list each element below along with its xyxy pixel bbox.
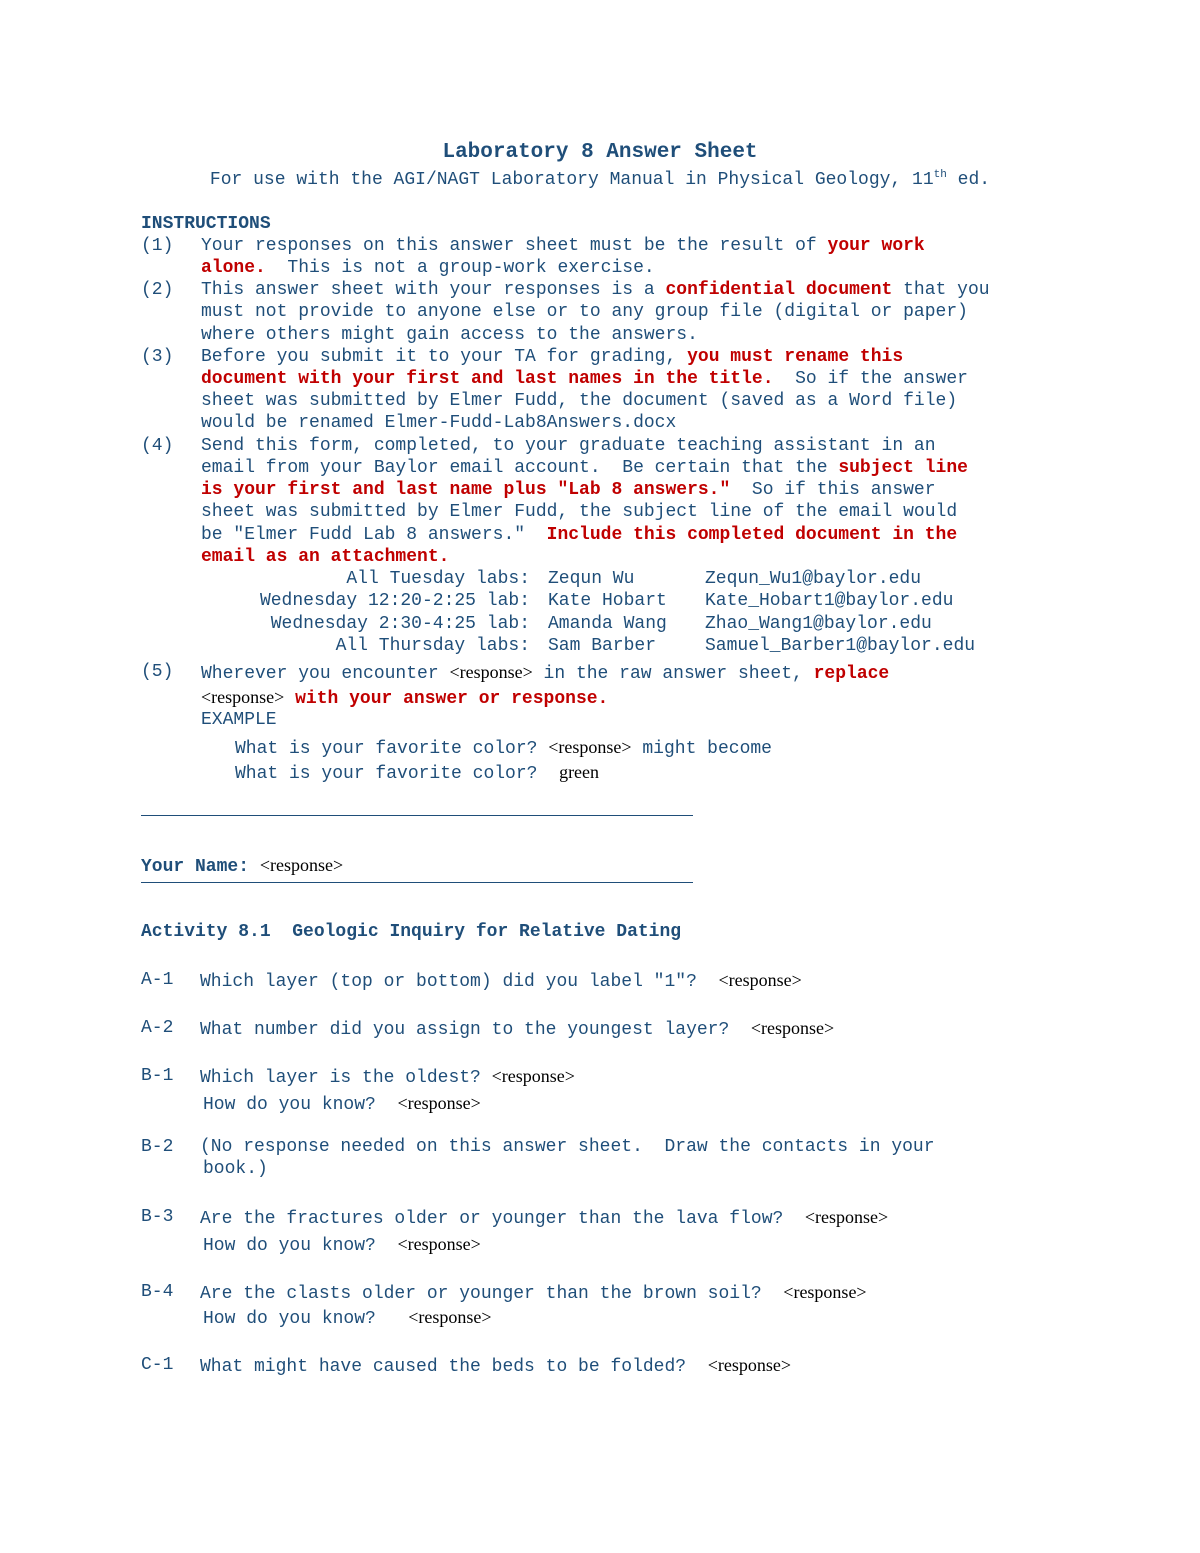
response-field[interactable]: <response> (707, 1355, 791, 1375)
response-field[interactable]: <response> (397, 1093, 481, 1113)
question-b2-line2: book.) (203, 1159, 268, 1179)
instruction-1-number: (1) (141, 236, 174, 256)
instruction-2-number: (2) (141, 280, 174, 300)
instruction-4-line3: is your first and last name plus "Lab 8 answers." So if this answer (201, 480, 936, 500)
question-b1: Which layer is the oldest? <response> (200, 1066, 575, 1088)
ta-email: Kate_Hobart1@baylor.edu (705, 591, 954, 611)
instructions-heading: INSTRUCTIONS (141, 214, 271, 234)
response-field[interactable]: <response> (718, 970, 802, 990)
instruction-3-number: (3) (141, 347, 174, 367)
question-id: A-2 (141, 1018, 174, 1038)
question-id: B-1 (141, 1066, 174, 1086)
response-field[interactable]: <response> (397, 1234, 481, 1254)
instruction-5-line1: Wherever you encounter <response> in the raw answer sheet, replace (201, 662, 890, 684)
instruction-1-line1: Your responses on this answer sheet must be the result of your work (201, 236, 925, 256)
instruction-3-line2: document with your first and last names in the title. So if the answer (201, 369, 968, 389)
question-id: B-3 (141, 1207, 174, 1227)
instruction-1-line2: alone. This is not a group-work exercise. (201, 258, 655, 278)
ta-name: Amanda Wang (548, 614, 667, 634)
ta-name: Sam Barber (548, 636, 657, 656)
divider (141, 882, 693, 883)
question-id: A-1 (141, 970, 174, 990)
page-subtitle: For use with the AGI/NAGT Laboratory Manual in Physical Geology, 11th ed. (209, 169, 991, 190)
ta-lab-label: All Tuesday labs: (346, 569, 530, 589)
divider (141, 815, 693, 816)
example-line1: What is your favorite color? <response> might become (235, 737, 772, 759)
instruction-3-line3: sheet was submitted by Elmer Fudd, the document (saved as a Word file) (201, 391, 958, 411)
response-field[interactable]: <response> (783, 1282, 867, 1302)
ta-email: Zequn_Wu1@baylor.edu (705, 569, 922, 589)
question-id: B-2 (141, 1137, 174, 1157)
instruction-5-number: (5) (141, 662, 174, 682)
response-field[interactable]: <response> (804, 1207, 889, 1227)
instruction-3-line1: Before you submit it to your TA for grading, you must rename this (201, 347, 904, 367)
ta-lab-label: Wednesday 12:20-2:25 lab: (259, 591, 530, 611)
response-field[interactable]: <response> (750, 1018, 835, 1038)
name-response[interactable]: <response> (259, 855, 344, 875)
instruction-2-line2: must not provide to anyone else or to any group file (digital or paper) (201, 302, 968, 322)
ta-name: Kate Hobart (548, 591, 667, 611)
question-b3-how: How do you know? <response> (203, 1234, 481, 1256)
ta-lab-label: Wednesday 2:30-4:25 lab: (270, 614, 530, 634)
question-id: C-1 (141, 1355, 174, 1375)
response-field[interactable]: <response> (491, 1066, 575, 1086)
question-c1: What might have caused the beds to be folded? <response> (200, 1355, 791, 1377)
ta-lab-label: All Thursday labs: (335, 636, 530, 656)
question-b3: Are the fractures older or younger than the lava flow? <response> (200, 1207, 889, 1229)
question-id: B-4 (141, 1282, 174, 1302)
instruction-5-line2: <response> with your answer or response. (201, 687, 609, 709)
your-name-line: Your Name: <response> (141, 855, 344, 877)
page-title: Laboratory 8 Answer Sheet (442, 141, 758, 164)
ta-email: Zhao_Wang1@baylor.edu (705, 614, 932, 634)
question-a1: Which layer (top or bottom) did you label "1"? <response> (200, 970, 802, 992)
ta-email: Samuel_Barber1@baylor.edu (705, 636, 976, 656)
instruction-3-line4: would be renamed Elmer-Fudd-Lab8Answers.docx (201, 413, 677, 433)
instruction-4-line5: be "Elmer Fudd Lab 8 answers." Include this completed document in the (201, 525, 958, 545)
question-b2: (No response needed on this answer sheet. Draw the contacts in your (200, 1137, 935, 1157)
response-field[interactable]: <response> (408, 1307, 492, 1327)
question-a2: What number did you assign to the youngest layer? <response> (200, 1018, 835, 1040)
instruction-2-line3: where others might gain access to the answers. (201, 325, 698, 345)
instruction-4-line6: email as an attachment. (201, 547, 450, 567)
question-b1-how: How do you know? <response> (203, 1093, 481, 1115)
instruction-4-number: (4) (141, 436, 174, 456)
question-b4-how: How do you know? <response> (203, 1307, 492, 1329)
activity-heading: Activity 8.1 Geologic Inquiry for Relative Dating (141, 922, 682, 942)
instruction-4-line4: sheet was submitted by Elmer Fudd, the subject line of the email would (201, 502, 958, 522)
example-line2: What is your favorite color? green (235, 762, 600, 784)
instruction-4-line1: Send this form, completed, to your graduate teaching assistant in an (201, 436, 936, 456)
instruction-2-line1: This answer sheet with your responses is a confidential document that you (201, 280, 990, 300)
ta-name: Zequn Wu (548, 569, 635, 589)
instruction-4-line2: email from your Baylor email account. Be certain that the subject line (201, 458, 968, 478)
example-label: EXAMPLE (201, 710, 277, 730)
question-b4: Are the clasts older or younger than the brown soil? <response> (200, 1282, 867, 1304)
